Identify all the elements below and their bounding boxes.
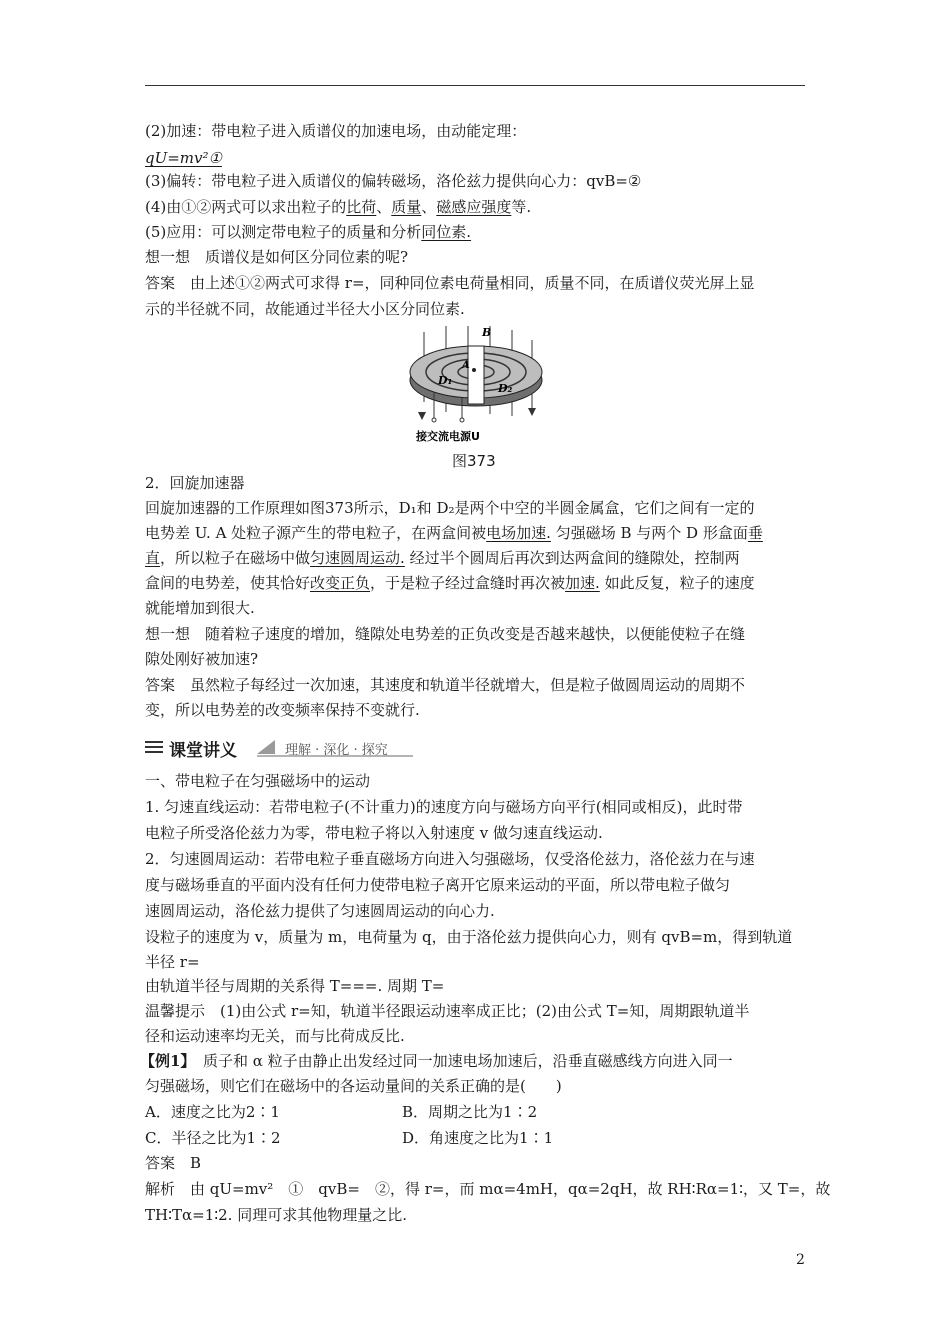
label-ac-source: 接交流电源U	[416, 430, 480, 443]
answer-line: 答案 B	[145, 1154, 202, 1172]
line-m6: 设粒子的速度为 v，质量为 m，电荷量为 q，由于洛伦兹力提供向心力，则有 qvB=m，得到轨道	[145, 928, 793, 946]
line-m9: 温馨提示 (1)由公式 r=知，轨道半径跟运动速率成正比；(2)由公式 T=知，周期跟轨道半	[145, 1002, 750, 1020]
line-m10: 径和运动速率均无关，而与比荷成反比.	[145, 1027, 405, 1045]
example-line-2: 匀强磁场，则它们在磁场中的各运动量间的关系正确的是( )	[145, 1077, 562, 1095]
line-think2a: 想一想 随着粒子速度的增加，缝隙处电势差的正负改变是否越来越快，以便能使粒子在缝	[145, 625, 746, 643]
option-d: D．角速度之比为1∶1	[402, 1129, 554, 1147]
solution-line-1: 解析 由 qU=mv² ① qvB= ②，得 r=，而 mα=4mH，qα=2qH，故 RH∶Rα=1∶，又 T=，故	[145, 1180, 831, 1198]
line-answer2b: 变，所以电势差的改变频率保持不变就行.	[145, 701, 420, 719]
line-m7: 半径 r=	[145, 953, 200, 971]
line-deflect: (3)偏转：带电粒子进入质谱仪的偏转磁场，洛伦兹力提供向心力：qvB=②	[145, 172, 642, 190]
section-header	[145, 736, 415, 761]
line-application: (5)应用：可以测定带电粒子的质量和分析同位素.	[145, 223, 472, 241]
line-m5: 速圆周运动，洛伦兹力提供了匀速圆周运动的向心力.	[145, 902, 495, 920]
option-b: B．周期之比为1∶2	[402, 1103, 538, 1121]
example-line-1: 【例1】 质子和 α 粒子由静止出发经过同一加速电场加速后，沿垂直磁感线方向进入同一	[140, 1052, 733, 1070]
heading-motion: 一、带电粒子在匀强磁场中的运动	[145, 772, 371, 790]
heading-cyclotron: 2．回旋加速器	[145, 474, 245, 492]
line-quantities: (4)由①②两式可以求出粒子的比荷、质量、磁感应强度等.	[145, 198, 532, 216]
line-cyclo-4: 盒间的电势差，使其恰好改变正负，于是粒子经过盒缝时再次被加速. 如此反复，粒子的速度	[145, 574, 755, 592]
line-cyclo-1: 回旋加速器的工作原理如图373所示，D₁和 D₂是两个中空的半圆金属盒，它们之间有一定的	[145, 499, 755, 517]
line-m8: 由轨道半径与周期的关系得 T===. 周期 T=	[145, 977, 445, 995]
line-m2: 电粒子所受洛伦兹力为零，带电粒子将以入射速度 v 做匀速直线运动.	[145, 824, 603, 842]
line-think1: 想一想 质谱仪是如何区分同位素的呢?	[145, 248, 409, 266]
line-m3: 2．匀速圆周运动：若带电粒子垂直磁场方向进入匀强磁场，仅受洛伦兹力，洛伦兹力在与速	[145, 850, 755, 868]
option-c: C．半径之比为1∶2	[145, 1129, 281, 1147]
figure-caption: 图373	[452, 452, 496, 470]
label-A: A	[462, 360, 470, 371]
page-number: 2	[796, 1252, 805, 1268]
line-m4: 度与磁场垂直的平面内没有任何力使带电粒子离开它原来运动的平面，所以带电粒子做匀	[145, 876, 731, 894]
line-accelerate: (2)加速：带电粒子进入质谱仪的加速电场，由动能定理：	[145, 122, 527, 140]
line-cyclo-5: 就能增加到很大.	[145, 599, 255, 617]
line-answer1a: 答案 由上述①②两式可求得 r=，同种同位素电荷量相同，质量不同，在质谱仪荧光屏上显	[145, 274, 755, 292]
section-title: 课堂讲义	[169, 741, 237, 761]
line-think2b: 隙处刚好被加速?	[145, 650, 259, 668]
cyclotron-figure	[404, 322, 548, 446]
label-D1: D₁	[438, 374, 453, 387]
line-cyclo-3: 直，所以粒子在磁场中做匀速圆周运动. 经过半个圆周后再次到达两盒间的缝隙处，控制两	[145, 549, 740, 567]
option-a: A．速度之比为2∶1	[145, 1103, 280, 1121]
solution-line-2: TH∶Tα=1∶2. 同理可求其他物理量之比.	[145, 1206, 407, 1224]
cyclotron-diagram	[404, 322, 548, 446]
line-m1: 1. 匀速直线运动：若带电粒子(不计重力)的速度方向与磁场方向平行(相同或相反)，此时带	[145, 798, 743, 816]
section-subtitle: 理解 · 深化 · 探究	[285, 743, 388, 758]
header-rule	[145, 85, 805, 86]
label-D2: D₂	[498, 382, 513, 395]
label-B: B	[482, 326, 492, 339]
line-cyclo-2: 电势差 U. A 处粒子源产生的带电粒子，在两盒间被电场加速. 匀强磁场 B 与两个 D 形盒面垂	[145, 524, 763, 542]
line-answer2a: 答案 虽然粒子每经过一次加速，其速度和轨道半径就增大，但是粒子做圆周运动的周期不	[145, 676, 746, 694]
formula-qU: qU=mv²①	[145, 149, 222, 167]
line-answer1b: 示的半径就不同，故能通过半径大小区分同位素.	[145, 300, 465, 318]
